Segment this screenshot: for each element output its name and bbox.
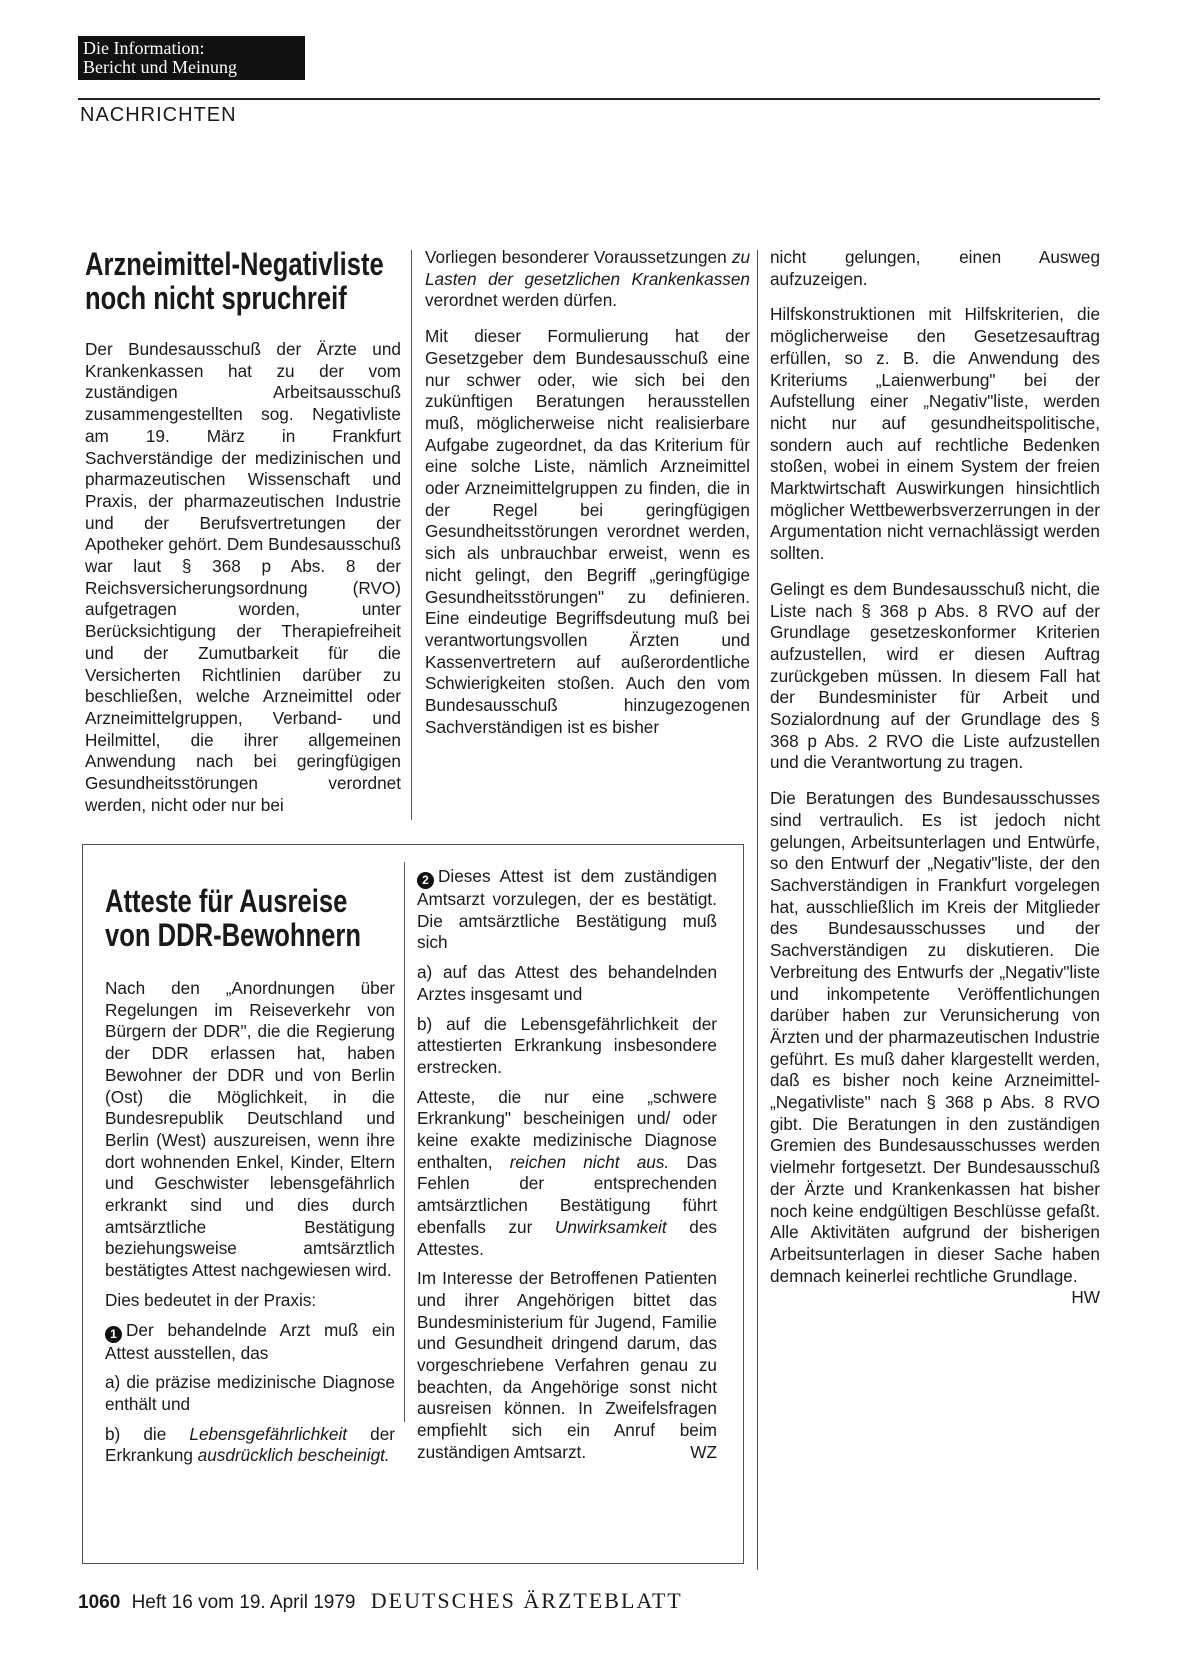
article2-sub-item: a) auf das Attest des behandelnden Arztes insgesamt und — [417, 962, 717, 1004]
article2-list-item — [417, 866, 717, 954]
article1-paragraph: Der Bundesausschuß der Ärzte und Krankenkassen hat zu der vom zuständigen Arbeitsausschuß zusammengestellten sog. Negativliste am 19. März in Frankfurt Sachverständige der medizinischen und pharmazeutischen Wissenschaft und Praxis, der pharmazeutischen Industrie und der Berufsvertretungen der Apotheker gehört. Dem Bundesausschuß war laut § 368 p Abs. 8 der Reichsversicherungsordnung (RVO) aufgetragen worden, unter Berücksichtigung der Therapiefreiheit und der Zumutbarkeit für die Versicherten Richtlinien darüber zu beschließen, welche Arzneimittel oder Arzneimittelgruppen, Verband- und Heilmittel, die ihrer allgemeinen Anwendung nach bei geringfügigen Gesundheitsstörungen verordnet werden, nicht oder nur bei — [85, 339, 401, 815]
emphasis: ausdrücklich bescheinigt. — [197, 1445, 390, 1466]
article1-signature: HW — [1071, 1287, 1100, 1308]
article2-sub-item — [105, 1424, 395, 1467]
text-run: Vorliegen besonderer Voraussetzungen — [425, 247, 732, 267]
emphasis: reichen nicht aus. — [509, 1151, 670, 1172]
article1-paragraph: nicht gelungen, einen Ausweg aufzuzeigen. — [770, 247, 1100, 289]
text-run: des Attestes. — [417, 1216, 717, 1259]
article2-paragraph: Dies bedeutet in der Praxis: — [105, 1289, 317, 1310]
article1-headline-line1: Arzneimittel-Negativliste — [85, 246, 384, 282]
text-run: b) die — [105, 1423, 190, 1444]
section-label-line1: Die Information: — [83, 38, 205, 58]
article1-column-3 — [770, 247, 1100, 1309]
article1-paragraph: Hilfskonstruktionen mit Hilfskriterien, die möglicherweise den Gesetzesauftrag erfüllen, so z. B. die Anwendung des Kriteriums „Laienwerbung" bei der Aufstellung einer „Negativ"liste, werden nicht nur auf gesundheitspolitische, sondern auch auf rechtliche Bedenken stoßen, wobei in einem System der freien Marktwirtschaft Auswirkungen hinsichtlich möglicher Wettbewerbsverzerrungen in der Argumentation nicht vernachlässigt werden sollten. — [770, 304, 1100, 564]
emphasis: zu Lasten der gesetzlichen Krankenkassen — [425, 247, 750, 289]
article2-paragraph — [417, 1087, 717, 1261]
article2-sub-item: b) auf die Lebensgefährlichkeit der attestierten Erkrankung insbesondere erstrecken. — [417, 1013, 717, 1077]
article2-headline-line2: von DDR-Bewohnern — [105, 917, 361, 953]
article2-list-item — [105, 1320, 395, 1365]
magazine-title: DEUTSCHES ÄRZTEBLATT — [370, 1588, 683, 1613]
column-divider — [411, 250, 412, 820]
article1-paragraph — [425, 247, 750, 312]
rubric: NACHRICHTEN — [80, 104, 237, 126]
text-run: verordnet werden dürfen. — [425, 290, 618, 311]
issue-line: Heft 16 vom 19. April 1979 — [131, 1592, 356, 1613]
text-run: Das Fehlen der entsprechenden amtsärztlichen Bestätigung führt ebenfalls zur — [417, 1151, 717, 1237]
article2-column-1 — [105, 884, 395, 1475]
section-label-line2: Bericht und Meinung — [83, 57, 237, 77]
header-rule — [78, 98, 1100, 100]
section-label — [78, 36, 305, 80]
number-badge-icon: 1 — [105, 1326, 122, 1343]
article2-headline — [105, 883, 361, 953]
article2-sub-item: a) die präzise medizinische Diagnose enthält und — [105, 1372, 395, 1414]
article2-paragraph: Nach den „Anordnungen über Regelungen im Reiseverkehr von Bürgern der DDR", die die Regierung der DDR erlassen hat, haben Bewohner der DDR und von Berlin (Ost) die Möglichkeit, in die Bundesrepublik Deutschland und Berlin (West) auszureisen, wenn ihre dort wohnenden Enkel, Kinder, Eltern und Geschwister lebensgefährlich erkrankt sind und dies durch amtsärztliche Bestätigung beziehungsweise amtsärztlich bestätigtes Attest nachgewiesen wird. — [105, 978, 395, 1281]
page-footer — [78, 1588, 683, 1614]
emphasis: Lebensgefährlichkeit — [189, 1423, 348, 1444]
article1-paragraph: Mit dieser Formulierung hat der Gesetzgeber dem Bundesausschuß eine nur schwer oder, wie sich bei den zukünftigen Beratungen herausstellen muß, möglicherweise nicht realisierbare Aufgabe zugeordnet, da das Kriterium für eine solche Liste, nämlich Arzneimittel oder Arzneimittelgruppen zu finden, die in der Regel bei geringfügigen Gesundheitsstörungen verordnet werden, sich als unbrauchbar erweist, wenn es nicht gelingt, den Begriff „geringfügige Gesundheitsstörungen" zu definieren. Eine eindeutige Begriffsdeutung muß bei verantwortungsvollen Ärzten und Kassenvertretern auf außerordentliche Schwierigkeiten stoßen. Auch den vom Bundesausschuß hinzugezogenen Sachverständigen ist es bisher — [425, 326, 750, 737]
article1-column-1 — [85, 247, 401, 830]
text-run: Der behandelnde Arzt muß ein Attest ausstellen, das — [105, 1319, 395, 1363]
article1-paragraph: Gelingt es dem Bundesausschuß nicht, die Liste nach § 368 p Abs. 8 RVO auf der Grundlage gesetzeskonformer Kriterien aufzustellen, wird er diesen Auftrag zurückgeben müssen. In diesem Fall hat der Bundesminister für Arbeit und Sozialordnung auf der Grundlage des § 368 p Abs. 2 RVO die Liste aufzustellen und die Verantwortung zu tragen. — [770, 578, 1100, 773]
article2-signature: WZ — [690, 1441, 717, 1462]
article1-headline-line2: noch nicht spruchreif — [85, 280, 347, 316]
page-number: 1060 — [78, 1592, 121, 1613]
text-run: Die Beratungen des Bundesausschusses sind vertraulich. Es ist jedoch nicht gelungen, Arbeitsunterlagen und Entwürfe, so den Entwurf der „Negativ"liste, der den Sachverständigen in Frankfurt vorgelegen hat, ausschließlich im Kreis der Mitglieder des Bundesausschusses und der Sachverständigen zu diskutieren. Die Verbreitung des Entwurfs der „Negativ"liste und inkompetente Veröffentlichungen darüber haben zur Verunsicherung von Ärzten und der pharmazeutischen Industrie geführt. Es muß daher klargestellt werden, daß es bisher noch keine Arzneimittel-„Negativliste" nach § 368 p Abs. 8 RVO gibt. Die Beratungen in den zuständigen Gremien des Bundesausschusses werden vielmehr fortgesetzt. Der Bundesausschuß der Ärzte und Krankenkassen hat bisher noch keine endgültigen Beschlüsse gefaßt. Alle Aktivitäten aufgrund der bisherigen Arbeitsunterlagen in dieser Sache haben demnach keinerlei rechtliche Grundlage. — [770, 788, 1100, 1286]
article2-column-2 — [417, 866, 717, 1472]
text-run: der Erkrankung — [105, 1423, 395, 1466]
column-divider — [757, 250, 758, 1570]
article1-headline — [85, 246, 384, 316]
article2-headline-line1: Atteste für Ausreise — [105, 883, 348, 919]
number-badge-icon: 2 — [417, 872, 434, 889]
article2-paragraph — [417, 1268, 717, 1463]
emphasis: Unwirksamkeit — [554, 1216, 667, 1237]
box-column-divider — [404, 862, 405, 1422]
text-run: Dieses Attest ist dem zuständigen Amtsarzt vorzulegen, der es bestätigt. Die amtsärztliche Bestätigung muß sich — [417, 866, 717, 953]
article1-paragraph — [770, 788, 1100, 1308]
article1-column-2 — [425, 247, 750, 752]
text-run: Atteste, die nur eine „schwere Erkrankung" bescheinigen und/ oder keine exakte medizinische Diagnose enthalten, — [417, 1086, 717, 1172]
text-run: Im Interesse der Betroffenen Patienten und ihrer Angehörigen bittet das Bundesministerium für Jugend, Familie und Gesundheit dringend darum, das vorgeschriebene Verfahren genau zu beachten, da Angehörige sonst nicht ausreisen können. In Zweifelsfragen empfiehlt sich ein Anruf beim zuständigen Amtsarzt. — [417, 1268, 717, 1462]
